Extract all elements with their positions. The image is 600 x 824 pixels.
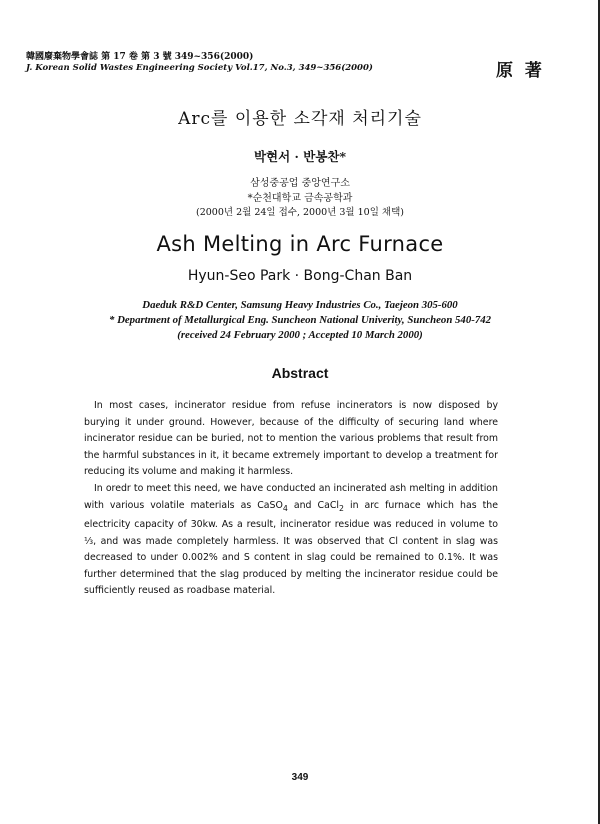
english-affiliation-2: * Department of Metallurgical Eng. Suncheon National Univerity, Suncheon 540-742 [108,314,492,326]
abstract-p2-text-b: and CaCl [287,499,339,511]
journal-header-english: J. Korean Solid Wastes Engineering Society Vol.17, No.3, 349~356(2000) [26,63,373,73]
english-title: Ash Melting in Arc Furnace [156,232,444,256]
abstract-paragraph-1: In most cases, incinerator residue from refuse incinerators is now disposed by burying it under ground. However, because of the difficulty of securing land where incinerator residue can be buried, not to mention the various problems that result from the harmful substances in it, it became extremely important to develop a treatment for reducing its volume and making it harmless. [84,400,498,478]
abstract-p2-subscript-1: 4 [282,503,288,513]
english-dates: (received 24 February 2000 ; Accepted 10 March 2000) [177,329,423,341]
abstract-p2-text-d: , and was made completely harmless. It was observed that Cl content in slag was decreased to under 0.002% and S content in slag could be remained to 0.1%. It was further determined that the slag produced by melting the incinerator residue could be sufficiently reused as roadbase material. [84,535,498,597]
abstract-p2-subscript-2: 2 [338,503,344,513]
korean-affiliation-2: *순천대학교 금속공학과 [247,193,353,204]
abstract-paragraph-2 [84,481,498,600]
article-type-label: 原 著 [496,61,545,81]
abstract-body [84,398,498,600]
korean-affiliation-1: 삼성중공업 중앙연구소 [250,178,350,189]
english-affiliation-1: Daeduk R&D Center, Samsung Heavy Industries Co., Taejeon 305-600 [142,299,458,311]
abstract-heading: Abstract [271,365,329,381]
abstract-p2-fraction: ⅓ [84,535,94,547]
abstract-p2-text-a: In oredr to meet this need, we have conducted an incinerated ash melting in addition with various volatile materials as CaSO [84,482,498,511]
korean-authors: 박현서 · 반봉찬* [253,149,347,164]
journal-header-korean: 韓國廢棄物學會誌 第 17 卷 第 3 號 349~356(2000) [26,52,254,62]
korean-dates: (2000년 2월 24일 접수, 2000년 3월 10일 채택) [196,207,404,218]
journal-header [26,52,373,74]
korean-title: Arc를 이용한 소각재 처리기술 [178,109,422,129]
page-number: 349 [291,772,309,783]
english-authors: Hyun-Seo Park · Bong-Chan Ban [187,268,413,284]
abstract-p2-text-c: in arc furnace which has the electricity capacity of 30kw. As a result, incinerator residue was reduced in volume to [84,499,498,531]
